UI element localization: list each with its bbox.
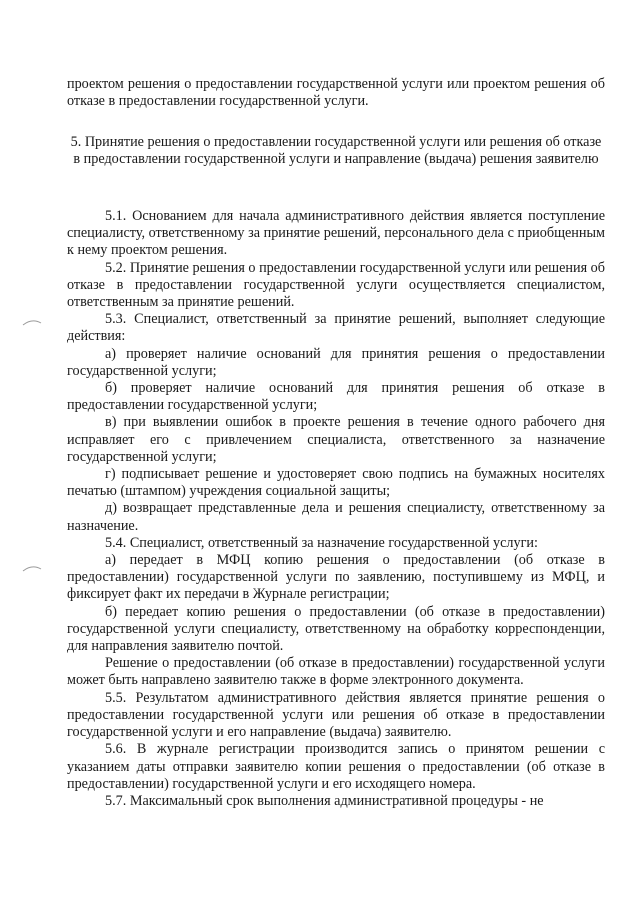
paragraph-5-1: 5.1. Основанием для начала административного действия является поступление специалисту, ответственному за принятие решений, персонального дела с приобщенным к нему проектом решения. — [67, 208, 605, 259]
paragraph-fragment: проектом решения о предоставлении государственной услуги или проектом решения об отказе в предоставлении государственной услуги. — [67, 76, 605, 110]
paragraph-5-3: 5.3. Специалист, ответственный за принятие решений, выполняет следующие действия: — [67, 311, 605, 345]
binding-hole-mark — [22, 318, 42, 326]
paragraph-electronic: Решение о предоставлении (об отказе в предоставлении) государственной услуги может быть направлено заявителю также в форме электронного документа. — [67, 655, 605, 689]
list-item-b-mail: б) передает копию решения о предоставлении (об отказе в предоставлении) государственной услуги специалисту, ответственному на обработку корреспонденции, для направления заявителю почтой. — [67, 603, 605, 655]
section-heading: 5. Принятие решения о предоставлении государственной услуги или решения об отказе в предоставлении государственной услуги и направление (выдача) решения заявителю — [70, 134, 602, 168]
continued-paragraph — [67, 76, 605, 110]
list-item-d: д) возвращает представленные дела и решения специалисту, ответственному за назначение. — [67, 500, 605, 534]
paragraph-5-6: 5.6. В журнале регистрации производится запись о принятом решении с указанием даты отправки заявителю копии решения о предоставлении (об отказе в предоставлении) государственной услуги и его исходящего номера. — [67, 741, 605, 792]
paragraph-5-5: 5.5. Результатом административного действия является принятие решения о предоставлении государственной услуги или решения об отказе в предоставлении государственной услуги и его направление (выдача) заявителю. — [67, 689, 605, 741]
binding-hole-mark — [22, 564, 42, 572]
list-item-a: а) проверяет наличие оснований для принятия решения о предоставлении государственной услуги; — [67, 345, 605, 379]
list-item-g: г) подписывает решение и удостоверяет свою подпись на бумажных носителях печатью (штампом) учреждения социальной защиты; — [67, 466, 605, 500]
list-item-a-mfc: а) передает в МФЦ копию решения о предоставлении (об отказе в предоставлении) государственной услуги по заявлению, поступившему из МФЦ, и фиксирует факт их передачи в Журнале регистрации; — [67, 552, 605, 603]
paragraph-5-7: 5.7. Максимальный срок выполнения административной процедуры - не — [105, 792, 544, 809]
paragraph-5-4: 5.4. Специалист, ответственный за назначение государственной услуги: — [105, 534, 538, 551]
section-body — [67, 208, 605, 810]
paragraph-5-2: 5.2. Принятие решения о предоставлении государственной услуги или решения об отказе в предоставлении государственной услуги осуществляется специалистом, ответственным за принятие решений. — [67, 259, 605, 311]
list-item-v: в) при выявлении ошибок в проекте решения в течение одного рабочего дня исправляет его с привлечением специалиста, ответственного за назначение государственной услуги; — [67, 414, 605, 465]
list-item-b: б) проверяет наличие оснований для принятия решения об отказе в предоставлении государственной услуги; — [67, 380, 605, 414]
